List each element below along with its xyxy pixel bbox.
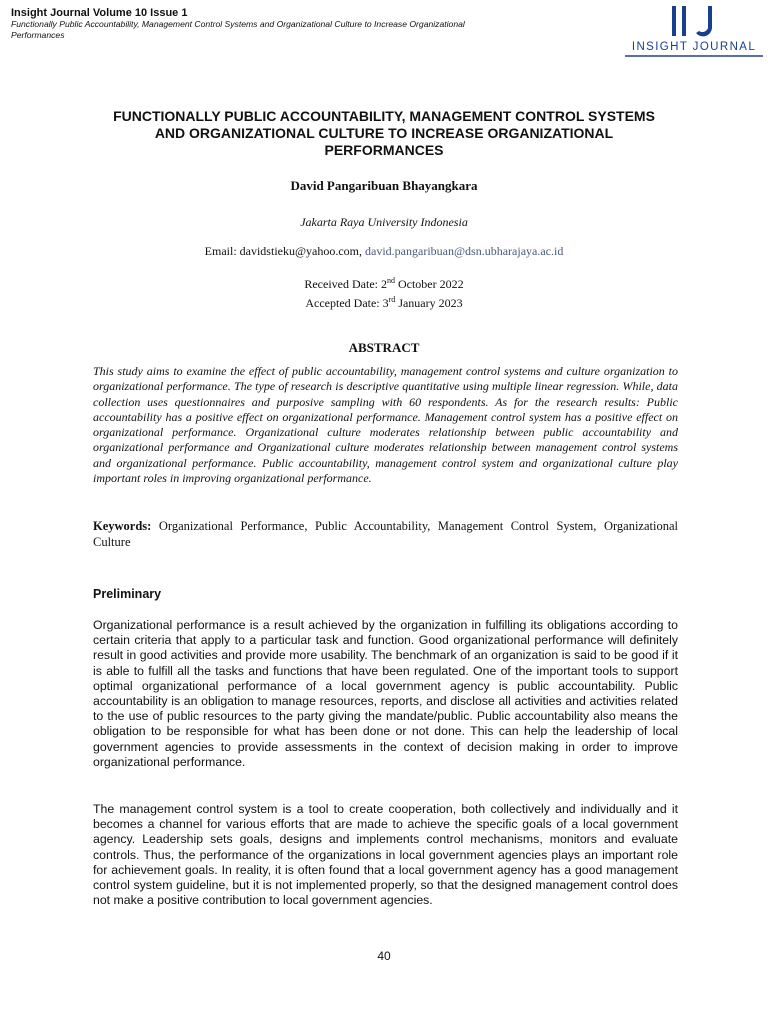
email-primary: Email: davidstieku@yahoo.com, <box>204 244 363 258</box>
author-name: David Pangaribuan Bhayangkara <box>290 178 478 193</box>
paragraph-1: Organizational performance is a result achieved by the organization in fulfilling its obligations according to certain criteria that apply to a particular task and function. Good organizational performance will definitely result in good activities and provide more usability. The benchmark of an organization is said to be good if it is able to fulfill all the tasks and functions that have been regulated. One of the important tools to support optimal organizational performance of a local government agency is public accountability. Public accountability is an obligation to manage resources, reports, and disclose all activities and activities related to the use of public resources to the party giving the mandate/public. Public accountability also means the obligation to be responsible for what has been done or not done. This can help the leadership of local government agencies to provide assessments in the context of decision making in order to improve organizational performance. <box>93 618 678 769</box>
paragraph-2: The management control system is a tool to create cooperation, both collectively and individually and it becomes a channel for various efforts that are made to achieve the specific goals of a local government agency. Leadership sets goals, designs and implements control mechanisms, monitors and evaluate controls. Thus, the performance of the organizations in local government agencies plays an important role for achievement goals. In reality, it is often found that a local government agency has a good management control system guideline, but it is not implemented properly, so that the designed management control does not make a positive contribution to local government agencies. <box>93 802 678 908</box>
section-heading: Preliminary <box>93 587 162 601</box>
ij-logo-icon <box>670 5 718 41</box>
email-secondary-link[interactable]: david.pangaribuan@dsn.ubharajaya.ac.id <box>365 244 564 258</box>
keywords <box>93 519 678 550</box>
page-number: 40 <box>377 949 391 963</box>
logo-tagline-bar <box>625 55 763 57</box>
journal-issue: Insight Journal Volume 10 Issue 1 <box>11 7 188 19</box>
keywords-list: Organizational Performance, Public Accountability, Management Control System, Organizational Culture <box>93 519 678 549</box>
received-date: Received Date: 2nd October 2022 <box>304 276 464 291</box>
logo-wordmark: INSIGHT JOURNAL <box>631 41 757 53</box>
email-line <box>0 244 768 259</box>
insight-journal-logo <box>625 5 763 59</box>
dates-block <box>0 273 768 311</box>
keywords-label: Keywords: <box>93 519 152 533</box>
paper-title: FUNCTIONALLY PUBLIC ACCOUNTABILITY, MANAGEMENT CONTROL SYSTEMS AND ORGANIZATIONAL CULTURE TO INCREASE ORGANIZATIONAL PERFORMANCES <box>113 108 655 158</box>
abstract-text: This study aims to examine the effect of public accountability, management control systems and culture organization to organizational performance. The type of research is descriptive quantitative using multiple linear regression. While, data collection uses questionnaires and purposive sampling with 60 respondents. As for the research results: Public accountability has a positive effect on organizational performance. Management control system has a positive effect on organizational performance. Organizational culture moderates relationship between public accountability and organizational performance and Organizational culture moderates relationship between management control systems and organizational performance. Public accountability, management control system and organizational culture play important roles in improving organizational performance. <box>93 364 678 486</box>
accepted-date: Accepted Date: 3rd January 2023 <box>305 295 463 310</box>
affiliation: Jakarta Raya University Indonesia <box>300 215 468 229</box>
running-title-line-1: Functionally Public Accountability, Management Control Systems and Organizational Culture to Increase Organizational <box>11 19 465 29</box>
abstract-heading: ABSTRACT <box>348 340 420 355</box>
running-header <box>11 7 611 41</box>
running-title-line-2: Performances <box>11 30 65 40</box>
